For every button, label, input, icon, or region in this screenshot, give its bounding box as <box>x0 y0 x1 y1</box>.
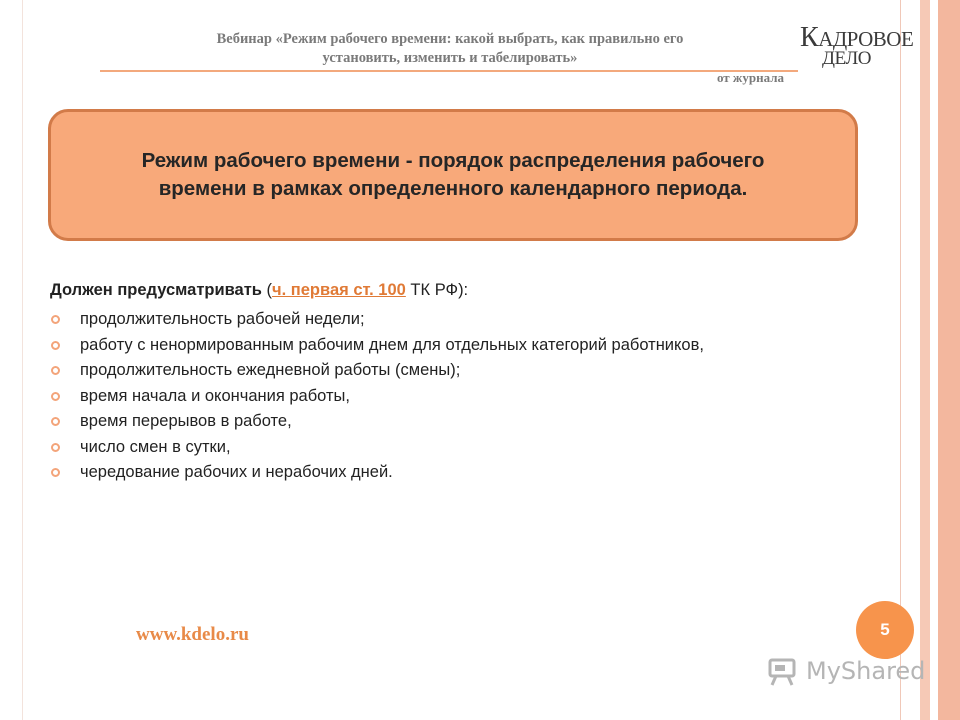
website-link[interactable]: www.kdelo.ru <box>136 624 249 645</box>
list-item: продолжительность рабочей недели; <box>50 307 847 333</box>
definition-text: Режим рабочего времени - порядок распределения рабочего времени в рамках определенного календарного периода. <box>141 149 765 200</box>
list-item: чередование рабочих и нерабочих дней. <box>50 460 847 486</box>
page-number-badge <box>856 601 914 659</box>
bullet-circle-icon <box>51 417 60 426</box>
myshared-watermark <box>768 656 925 686</box>
lead-bold: Должен предусматривать <box>50 281 262 299</box>
lead-text <box>50 281 468 300</box>
bullet-circle-icon <box>51 366 60 375</box>
left-border-line <box>22 0 23 720</box>
page-number: 5 <box>880 620 890 639</box>
list-item: время перерывов в работе, <box>50 409 847 435</box>
bullet-circle-icon <box>51 392 60 401</box>
lead-open-paren: ( <box>261 281 273 299</box>
definition-box <box>48 109 858 241</box>
bullet-list <box>50 307 847 486</box>
decorative-stripes <box>900 0 960 720</box>
bullet-circle-icon <box>51 315 60 324</box>
logo-cap-letter: К <box>800 22 819 53</box>
logo-line2: ДЕЛО <box>822 48 871 69</box>
bullet-circle-icon <box>51 443 60 452</box>
kadrovoe-delo-logo <box>800 22 914 69</box>
list-item: число смен в сутки, <box>50 435 847 461</box>
bullet-circle-icon <box>51 341 60 350</box>
bullet-circle-icon <box>51 468 60 477</box>
lead-tail: ТК РФ): <box>405 281 469 299</box>
law-reference-link[interactable]: ч. первая ст. 100 <box>272 281 406 299</box>
projector-icon <box>768 656 800 686</box>
header-title-line1: Вебинар «Режим рабочего времени: какой выбрать, как правильно его <box>216 31 684 47</box>
header-subtitle: от журнала <box>716 70 784 85</box>
logo-line1: АДРОВОЕ <box>818 27 914 51</box>
list-item: продолжительность ежедневной работы (смены); <box>50 358 847 384</box>
list-item: время начала и окончания работы, <box>50 384 847 410</box>
header-title-line2: установить, изменить и табелировать» <box>322 50 578 66</box>
list-item: работу с ненормированным рабочим днем для отдельных категорий работников, <box>50 333 847 359</box>
header-title <box>120 30 780 68</box>
watermark-text: MyShared <box>806 657 926 685</box>
